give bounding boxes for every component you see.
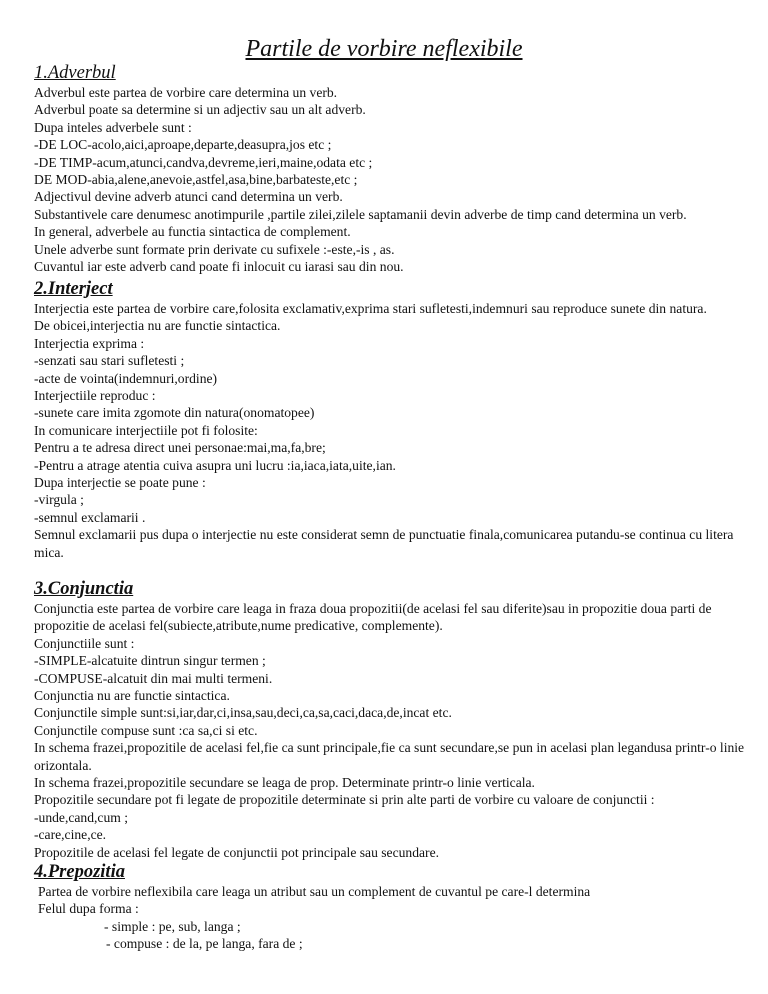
section-conjunctia <box>34 578 754 861</box>
conjunctia-line-1: Conjunctia este partea de vorbire care leaga in fraza doua propozitii(de acelasi fel sau diferite)sau in propozitie doua parti de propozitie de acelasi fel(subiecte,atribute,nume predicative, complemente). <box>34 601 712 634</box>
interject-line-11: Dupa interjectie se poate pune : <box>34 475 206 491</box>
adverb-line-10: Unele adverbe sunt formate prin derivate cu sufixele :-este,-is , as. <box>34 241 395 257</box>
conjunctia-line-5: Conjunctia nu are functie sintactica. <box>34 688 230 704</box>
conjunctia-line-11: -unde,cand,cum ; <box>34 809 128 825</box>
interject-line-13: -semnul exclamarii . <box>34 509 146 525</box>
interject-line-7: -sunete care imita zgomote din natura(onomatopee) <box>34 405 315 421</box>
interject-line-14: Semnul exclamarii pus dupa o interjectie nu este considerat semn de punctuatie finala,comunicarea putandu-se continua cu litera mica. <box>34 527 734 560</box>
adverb-line-2: Adverbul poate sa determine si un adjectiv sau un alt adverb. <box>34 102 366 118</box>
conjunctia-line-13: Propozitile de acelasi fel legate de conjunctii pot principale sau secundare. <box>34 844 440 860</box>
section-heading-adverbul: 1.Adverbul <box>34 63 116 83</box>
interject-line-12: -virgula ; <box>34 492 84 508</box>
adverb-line-4: -DE LOC-acolo,aici,aproape,departe,deasupra,jos etc ; <box>34 137 332 153</box>
interject-line-1: Interjectia este partea de vorbire care,folosita exclamativ,exprima stari sufletesti,indemnuri sau reproduce sunete din natura. <box>34 301 707 316</box>
adverb-line-7: Adjectivul devine adverb atunci cand determina un verb. <box>34 189 343 205</box>
conjunctia-line-4: -COMPUSE-alcatuit din mai multi termeni. <box>34 670 273 686</box>
interject-line-2: De obicei,interjectia nu are functie sintactica. <box>34 318 281 334</box>
conjunctia-line-7: Conjunctile compuse sunt :ca sa,ci si etc. <box>34 722 258 738</box>
interject-line-6: Interjectiile reproduc : <box>34 388 156 404</box>
section-interject <box>34 278 754 561</box>
page-title: Partile de vorbire neflexibile <box>245 36 523 62</box>
section-heading-interject: 2.Interject <box>34 279 113 299</box>
section-heading-conjunctia: 3.Conjunctia <box>34 579 134 599</box>
interject-line-3: Interjectia exprima : <box>34 335 145 351</box>
interject-line-10: -Pentru a atrage atentia cuiva asupra uni lucru :ia,iaca,iata,uite,ian. <box>34 457 396 473</box>
section-heading-prepozitia: 4.Prepozitia <box>34 862 125 882</box>
adverb-line-9: In general, adverbele au functia sintactica de complement. <box>34 224 351 240</box>
adverb-line-11: Cuvantul iar este adverb cand poate fi inlocuit cu iarasi sau din nou. <box>34 259 404 275</box>
adverb-line-6: DE MOD-abia,alene,anevoie,astfel,asa,bine,barbateste,etc ; <box>34 172 358 188</box>
conjunctia-line-2: Conjunctiile sunt : <box>34 635 135 651</box>
conjunctia-line-8: In schema frazei,propozitile de acelasi fel,fie ca sunt principale,fie ca sunt secundare,se pun in acelasi plan legandusa printr-o linie orizontala. <box>34 740 745 773</box>
prepozitia-line-1: Partea de vorbire neflexibila care leaga un atribut sau un complement de cuvantul pe care-l determina <box>38 884 591 899</box>
conjunctia-line-9: In schema frazei,propozitile secundare se leaga de prop. Determinate printr-o linie verticala. <box>34 775 535 791</box>
adverb-line-3: Dupa inteles adverbele sunt : <box>34 119 192 135</box>
adverb-line-5: -DE TIMP-acum,atunci,candva,devreme,ieri,maine,odata etc ; <box>34 154 373 170</box>
prepozitia-line-3: - simple : pe, sub, langa ; <box>104 918 241 934</box>
conjunctia-line-12: -care,cine,ce. <box>34 827 107 843</box>
interject-line-5: -acte de vointa(indemnuri,ordine) <box>34 370 218 386</box>
conjunctia-line-10: Propozitile secundare pot fi legate de propozitile determinate si prin alte parti de vorbire cu valoare de conjunctii : <box>34 792 655 808</box>
prepozitia-line-4: - compuse : de la, pe langa, fara de ; <box>106 936 303 952</box>
interject-line-4: -senzati sau stari sufletesti ; <box>34 353 185 369</box>
section-prepozitia <box>34 861 754 953</box>
conjunctia-line-6: Conjunctile simple sunt:si,iar,dar,ci,insa,sau,deci,ca,sa,caci,daca,de,incat etc. <box>34 705 452 721</box>
adverb-line-1: Adverbul este partea de vorbire care determina un verb. <box>34 85 338 100</box>
prepozitia-line-2: Felul dupa forma : <box>38 901 139 917</box>
conjunctia-line-3: -SIMPLE-alcatuite dintrun singur termen ; <box>34 653 266 669</box>
interject-line-8: In comunicare interjectiile pot fi folosite: <box>34 422 258 438</box>
section-adverbul <box>34 62 754 275</box>
interject-line-9: Pentru a te adresa direct unei personae:mai,ma,fa,bre; <box>34 440 326 456</box>
adverb-line-8: Substantivele care denumesc anotimpurile ,partile zilei,zilele saptamanii devin adverbe de timp cand determina un verb. <box>34 206 687 222</box>
